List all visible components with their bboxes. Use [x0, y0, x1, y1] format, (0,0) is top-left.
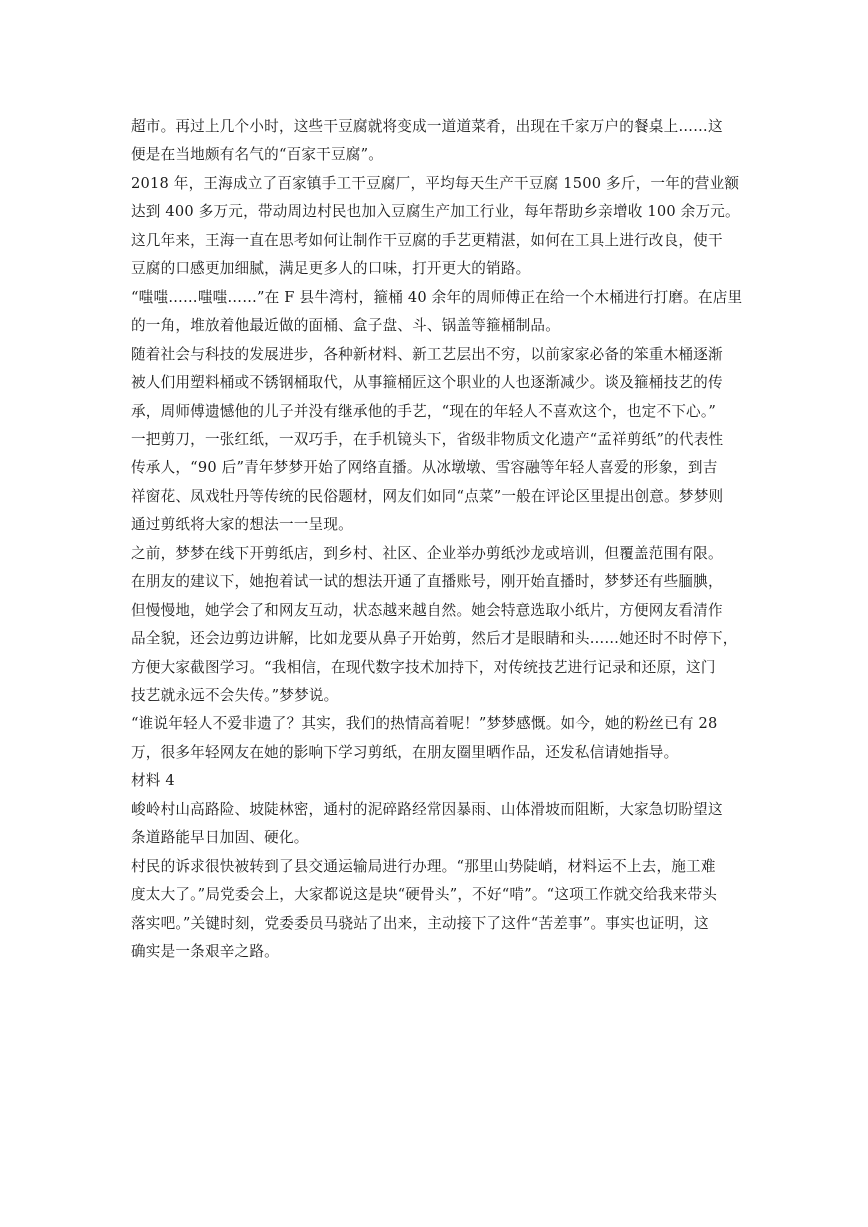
text-line: 2018 年，王海成立了百家镇手工干豆腐厂，平均每天生产干豆腐 1500 多斤，一年的营业额	[131, 174, 740, 192]
text-line: 被人们用塑料桶或不锈钢桶取代，从事箍桶匠这个职业的人也逐渐减少。谈及箍桶技艺的传	[131, 374, 723, 392]
text-line: 度太大了。”局党委会上，大家都说这是块“硬骨头”，不好“啃”。“这项工作就交给我来带头	[131, 886, 718, 904]
text-line: 技艺就永远不会失传。”梦梦说。	[131, 687, 339, 704]
text-line: 豆腐的口感更加细腻，满足更多人的口味，打开更大的销路。	[131, 260, 531, 278]
text-line: “谁说年轻人不爱非遗了？其实，我们的热情高着呢！”梦梦感慨。如今，她的粉丝已有 28	[131, 715, 718, 733]
text-line: 之前，梦梦在线下开剪纸店，到乡村、社区、企业举办剪纸沙龙或培训，但覆盖范围有限。	[131, 544, 723, 562]
text-line: 村民的诉求很快被转到了县交通运输局进行办理。“那里山势陡峭，材料运不上去，施工难	[131, 857, 716, 875]
text-line: 峻岭村山高路险、坡陡林密，通村的泥碎路经常因暴雨、山体滑坡而阻断，大家急切盼望这	[131, 800, 723, 818]
text-line: 品全貌，还会边剪边讲解，比如龙要从鼻子开始剪，然后才是眼睛和头……她还时不时停下，	[131, 630, 738, 648]
text-line: 确实是一条艰辛之路。	[131, 943, 279, 961]
text-line: “嗤嗤……嗤嗤……”在 F 县牛湾村，箍桶 40 余年的周师傅正在给一个木桶进行打磨。在店里	[131, 288, 743, 306]
text-line: 通过剪纸将大家的想法一一呈现。	[131, 516, 353, 534]
text-line: 随着社会与科技的发展进步，各种新材料、新工艺层出不穷，以前家家必备的笨重木桶逐渐	[131, 345, 723, 363]
text-line: 落实吧。”关键时刻，党委委员马骁站了出来，主动接下了这件“苦差事”。事实也证明，这	[131, 914, 709, 932]
text-line: 条道路能早日加固、硬化。	[131, 829, 309, 847]
text-line: 但慢慢地，她学会了和网友互动，状态越来越自然。她会特意选取小纸片，方便网友看清作	[131, 601, 723, 619]
text-line: 便是在当地颇有名气的“百家干豆腐”。	[131, 146, 384, 164]
text-line: 传承人，“90 后”青年梦梦开始了网络直播。从冰墩墩、雪容融等年轻人喜爱的形象，到吉	[131, 459, 718, 477]
text-line: 一把剪刀，一张红纸，一双巧手，在手机镜头下，省级非物质文化遗产“孟祥剪纸”的代表性	[131, 430, 724, 448]
text-line: 承，周师傅遗憾他的儿子并没有继承他的手艺，“现在的年轻人不喜欢这个，也定不下心。”	[131, 402, 716, 420]
text-line: 达到 400 多万元，带动周边村民也加入豆腐生产加工行业，每年帮助乡亲增收 100 余万元。	[131, 203, 740, 221]
text-line: 这几年来，王海一直在思考如何让制作干豆腐的手艺更精湛，如何在工具上进行改良，使干	[131, 231, 723, 249]
text-line: 在朋友的建议下，她抱着试一试的想法开通了直播账号，刚开始直播时，梦梦还有些腼腆，	[131, 573, 723, 591]
text-line: 超市。再过上几个小时，这些干豆腐就将变成一道道菜肴，出现在千家万户的餐桌上……这	[131, 118, 723, 135]
text-line: 的一角，堆放着他最近做的面桶、盒子盘、斗、锅盖等箍桶制品。	[131, 317, 561, 335]
text-line: 方便大家截图学习。“我相信，在现代数字技术加持下，对传统技艺进行记录和还原，这门	[131, 658, 716, 676]
text-line: 万，很多年轻网友在她的影响下学习剪纸，在朋友圈里晒作品，还发私信请她指导。	[131, 743, 679, 761]
text-line: 祥窗花、凤戏牡丹等传统的民俗题材，网友们如同“点菜”一般在评论区里提出创意。梦梦则	[131, 487, 724, 505]
text-line: 材料 4	[131, 772, 175, 790]
